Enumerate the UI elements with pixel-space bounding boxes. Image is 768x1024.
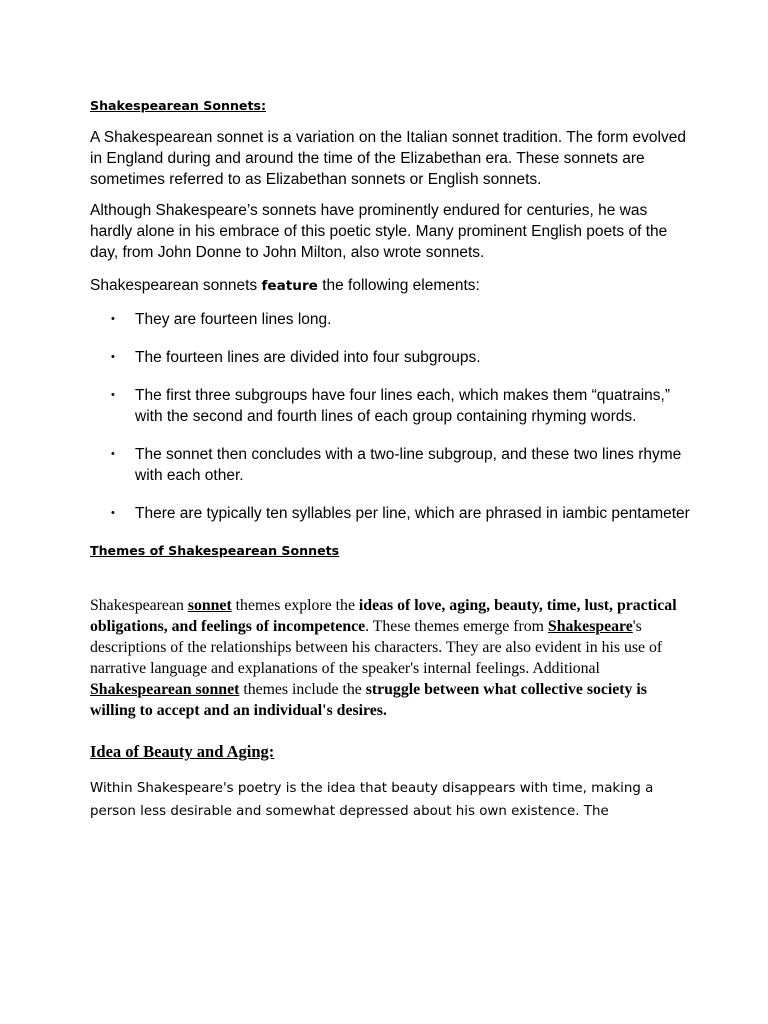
section-heading-shakespearean-sonnets: Shakespearean Sonnets: [90, 98, 267, 113]
list-item-text: There are typically ten syllables per line, which are phrased in iambic pentameter [135, 505, 690, 522]
bullet-icon: • [111, 313, 115, 325]
list-item [90, 503, 690, 524]
bullet-icon: • [111, 389, 115, 401]
list-item [90, 309, 690, 330]
shakespeare-link[interactable]: Shakespeare [547, 618, 633, 635]
themes-text: Shakespearean [90, 597, 188, 614]
themes-bold-text: struggle between what collective society is willing to accept and an individual's desires. [90, 681, 647, 719]
themes-text: themes include the [239, 681, 366, 698]
bullet-icon: • [111, 507, 115, 519]
bullet-icon: • [111, 351, 115, 363]
features-intro-bold: feature [261, 278, 318, 294]
themes-text: 's descriptions of the relationships between his characters. They are also evident in his use of narrative language and explanations of the speaker's internal feelings. Additional [90, 618, 663, 677]
shakespearean-sonnet-link[interactable]: Shakespearean sonnet [90, 681, 240, 698]
beauty-paragraph: Within Shakespeare's poetry is the idea that beauty disappears with time, making a person less desirable and somewhat depressed about his own existence. The [90, 781, 654, 819]
bullet-icon: • [111, 448, 115, 460]
features-intro-text: Shakespearean sonnets [90, 277, 262, 294]
list-item-text: The sonnet then concludes with a two-line subgroup, and these two lines rhyme with each other. [135, 446, 682, 484]
features-intro [90, 275, 690, 297]
themes-text: . These themes emerge from [365, 618, 548, 635]
themes-bold-text: ideas of love, aging, beauty, time, lust, practical obligations, and feelings of incompetence [90, 597, 677, 635]
features-intro-text-end: the following elements: [317, 277, 480, 294]
list-item-text: The first three subgroups have four lines each, which makes them “quatrains,” with the second and fourth lines of each group containing rhyming words. [135, 387, 671, 425]
section-heading-beauty-aging: Idea of Beauty and Aging: [90, 742, 275, 761]
list-item [90, 444, 690, 486]
list-item [90, 347, 690, 368]
list-item [90, 385, 690, 427]
poets-paragraph: Although Shakespeare’s sonnets have prominently endured for centuries, he was hardly alone in his embrace of this poetic style. Many prominent English poets of the day, from John Donne to John Milton, also wrote sonnets. [90, 202, 668, 261]
document-page [90, 96, 690, 823]
features-list [90, 309, 690, 524]
sonnet-link[interactable]: sonnet [187, 597, 232, 614]
themes-paragraph [90, 595, 690, 721]
themes-text: themes explore the [231, 597, 359, 614]
list-item-text: They are fourteen lines long. [135, 311, 332, 328]
list-item-text: The fourteen lines are divided into four subgroups. [135, 349, 481, 366]
intro-paragraph: A Shakespearean sonnet is a variation on the Italian sonnet tradition. The form evolved in England during and around the time of the Elizabethan era. These sonnets are sometimes referred to as Elizabethan sonnets or English sonnets. [90, 129, 686, 188]
section-heading-themes: Themes of Shakespearean Sonnets [90, 543, 340, 558]
